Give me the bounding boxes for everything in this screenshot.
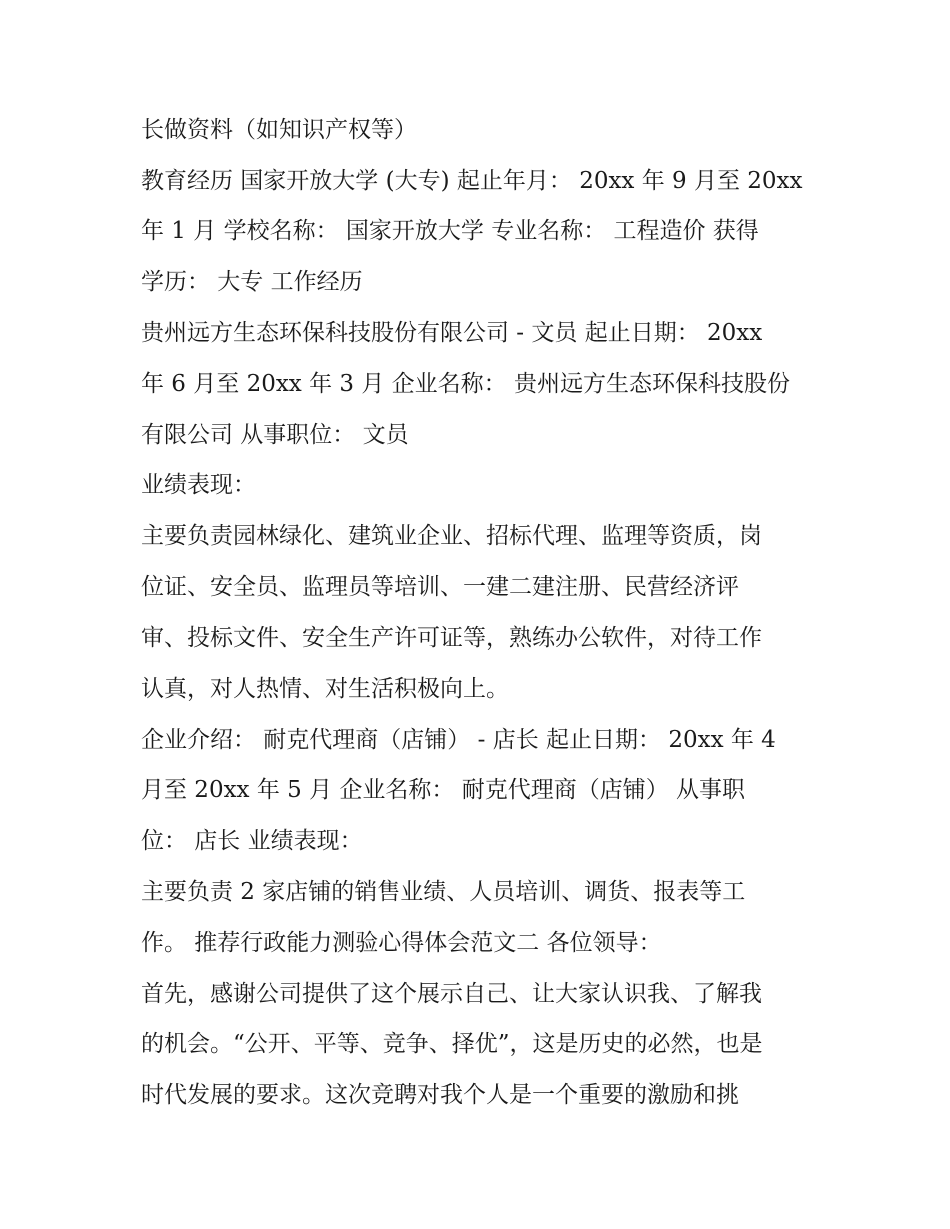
text-line: 审、投标文件、安全生产许可证等，熟练办公软件，对待工作: [141, 625, 762, 651]
text-line: 年 1 月 学校名称： 国家开放大学 专业名称： 工程造价 获得: [141, 218, 759, 244]
text-line: 作。 推荐行政能力测验心得体会范文二 各位领导：: [141, 930, 662, 956]
text-line: 有限公司 从事职位： 文员: [141, 422, 409, 448]
text-line: 学历： 大专 工作经历: [141, 269, 363, 295]
text-line: 时代发展的要求。这次竞聘对我个人是一个重要的激励和挑: [141, 1082, 739, 1108]
text-line: 年 6 月至 20xx 年 3 月 企业名称： 贵州远方生态环保科技股份: [141, 371, 790, 397]
text-line: 位： 店长 业绩表现：: [141, 828, 363, 854]
text-line: 月至 20xx 年 5 月 企业名称： 耐克代理商（店铺） 从事职: [141, 777, 746, 803]
text-line: 长做资料（如知识产权等）: [141, 117, 417, 143]
text-line: 企业介绍： 耐克代理商（店铺） - 店长 起止日期： 20xx 年 4: [141, 727, 776, 753]
text-line: 贵州远方生态环保科技股份有限公司 - 文员 起止日期： 20xx: [141, 320, 763, 346]
text-line: 位证、安全员、监理员等培训、一建二建注册、民营经济评: [141, 574, 739, 600]
text-line: 主要负责 2 家店铺的销售业绩、人员培训、调货、报表等工: [141, 879, 746, 905]
text-line: 首先，感谢公司提供了这个展示自己、让大家认识我、了解我: [141, 981, 762, 1007]
text-line: 教育经历 国家开放大学 (大专) 起止年月： 20xx 年 9 月至 20xx: [141, 168, 803, 194]
text-line: 认真，对人热情、对生活积极向上。: [141, 676, 509, 702]
text-line: 主要负责园林绿化、建筑业企业、招标代理、监理等资质，岗: [141, 523, 762, 549]
text-line: 业绩表现：: [141, 472, 256, 498]
text-line: 的机会。“公开、平等、竞争、择优”，这是历史的必然，也是: [141, 1031, 763, 1057]
